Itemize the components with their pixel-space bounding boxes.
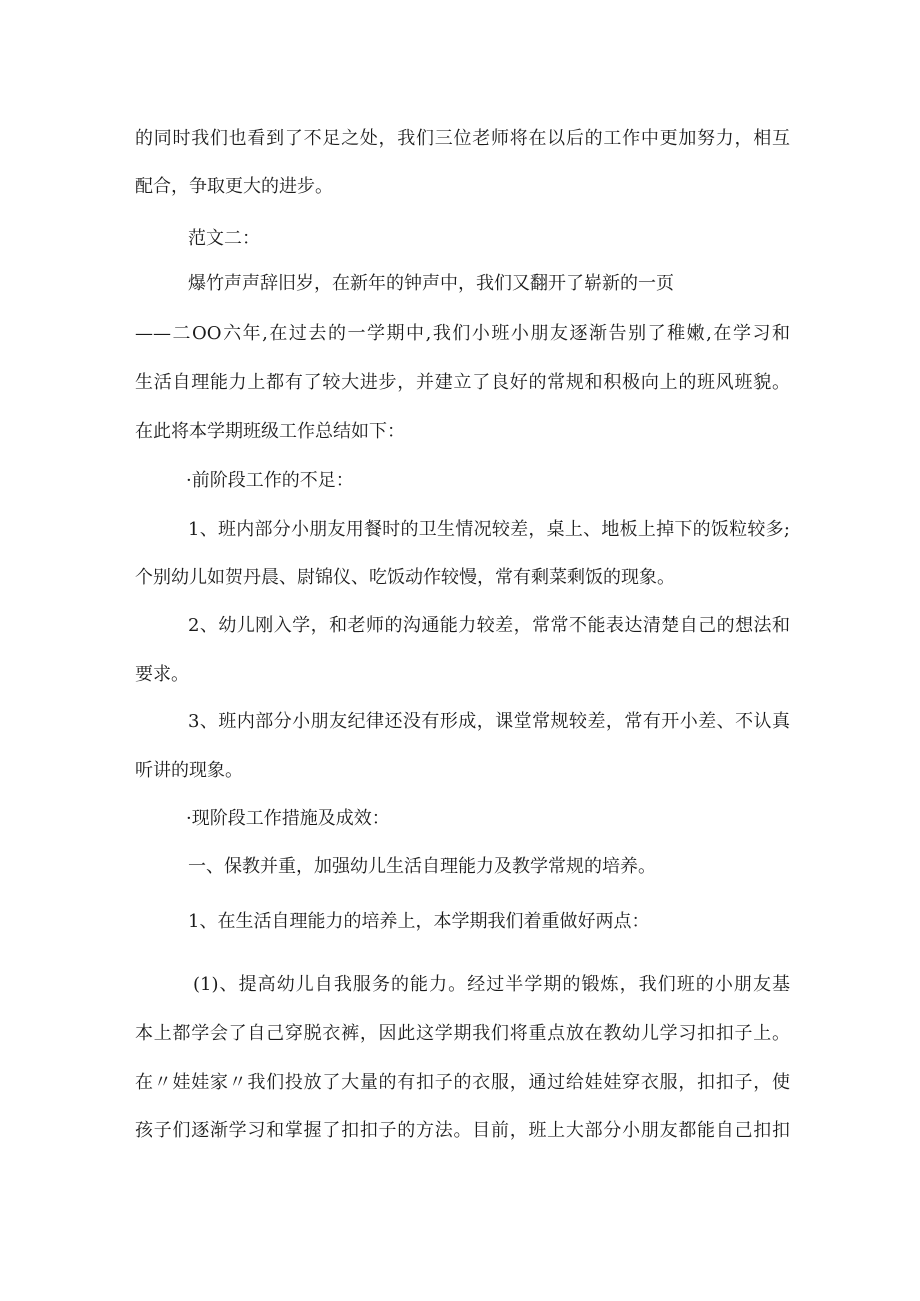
paragraph-line: (1)、提高幼儿自我服务的能力。经过半学期的锻炼，我们班的小朋友基 (193, 974, 790, 995)
bullet-heading: ·前阶段工作的不足： (186, 470, 354, 491)
paragraph-line: 的同时我们也看到了不足之处，我们三位老师将在以后的工作中更加努力，相互 (135, 128, 790, 149)
paragraph-line: 听讲的现象。 (135, 760, 243, 781)
section-heading: 范文二： (188, 228, 260, 249)
paragraph-line: 3、班内部分小朋友纪律还没有形成，课堂常规较差，常有开小差、不认真 (188, 711, 790, 732)
bullet-heading: ·现阶段工作措施及成效： (186, 808, 390, 829)
paragraph-line: 爆竹声声辞旧岁，在新年的钟声中，我们又翻开了崭新的一页 (188, 273, 674, 294)
paragraph-line: 在〃娃娃家〃我们投放了大量的有扣子的衣服，通过给娃娃穿衣服，扣扣子，使 (135, 1072, 790, 1093)
paragraph-line: 2、幼儿刚入学，和老师的沟通能力较差，常常不能表达清楚自己的想法和 (188, 615, 790, 636)
paragraph-line: 要求。 (135, 664, 189, 685)
paragraph-line: 一、保教并重，加强幼儿生活自理能力及教学常规的培养。 (188, 856, 656, 877)
paragraph-line: 孩子们逐渐学习和掌握了扣扣子的方法。目前，班上大部分小朋友都能自己扣扣 (135, 1120, 790, 1141)
paragraph-line: 配合，争取更大的进步。 (135, 176, 333, 197)
paragraph-line: 本上都学会了自己穿脱衣裤，因此这学期我们将重点放在教幼儿学习扣扣子上。 (135, 1023, 790, 1044)
paragraph-line: ——二OO六年,在过去的一学期中,我们小班小朋友逐渐告别了稚嫩,在学习和 (135, 323, 790, 344)
paragraph-line: 个别幼儿如贺丹晨、尉锦仪、吃饭动作较慢，常有剩菜剩饭的现象。 (135, 567, 675, 588)
paragraph-line: 1、在生活自理能力的培养上，本学期我们着重做好两点： (188, 911, 650, 932)
paragraph-line: 1、班内部分小朋友用餐时的卫生情况较差，桌上、地板上掉下的饭粒较多; (188, 519, 790, 540)
paragraph-line: 生活自理能力上都有了较大进步，并建立了良好的常规和积极向上的班风班貌。 (135, 372, 790, 393)
paragraph-line: 在此将本学期班级工作总结如下： (135, 421, 405, 442)
